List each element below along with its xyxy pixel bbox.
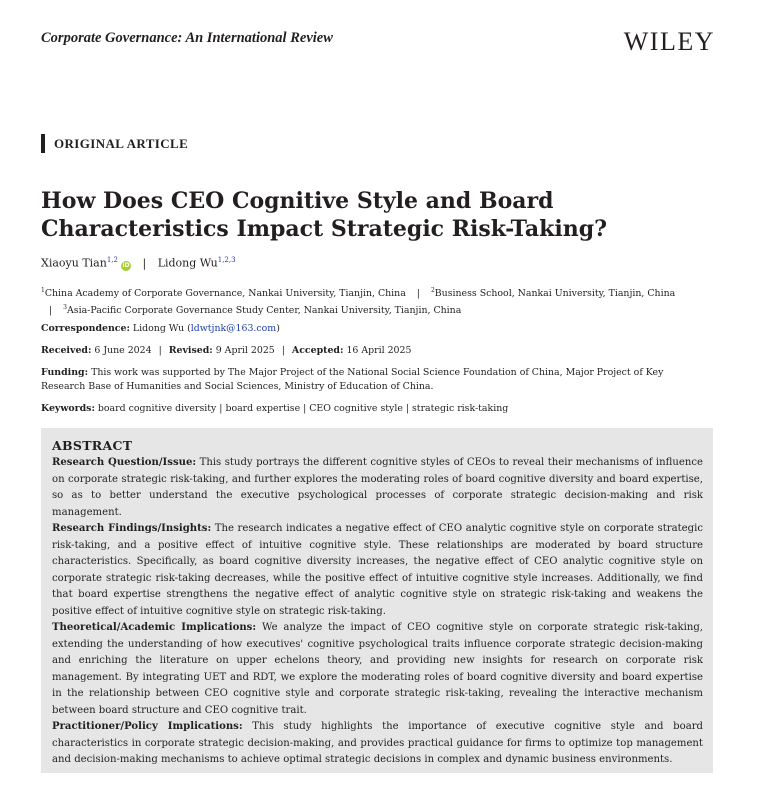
publisher-logo[interactable]: WILEY [623, 27, 715, 56]
abstract-section [52, 521, 703, 620]
keywords-text: board cognitive diversity | board expertise | CEO cognitive style | strategic risk-taking [97, 403, 509, 414]
received-label: Received: [41, 345, 92, 356]
revised-label: Revised: [168, 345, 213, 356]
funding-label: Funding: [41, 367, 89, 378]
abstract-section-label: Research Question/Issue: [52, 457, 197, 468]
correspondence-label: Correspondence: [41, 323, 130, 334]
received-date: 6 June 2024 [94, 345, 152, 356]
author-separator: | [142, 256, 147, 270]
affiliation-text: Business School, Nankai University, Tianjin, China [434, 288, 676, 300]
abstract-section [52, 719, 703, 769]
author-name[interactable]: Xiaoyu Tian [41, 256, 107, 270]
date-separator: | [281, 345, 285, 356]
author-name[interactable]: Lidong Wu [157, 256, 218, 270]
abstract-section-text: We analyze the impact of CEO cognitive style on corporate strategic risk-taking, extending the understanding of how executives' cognitive psychological traits influence corporate strategic decision-making and enriching the literature on upper echelons theory, and providing new insights for research on corporate risk management. By integrating UET and RDT, we explore the moderating roles of board cognitive diversity and board expertise in the relationship between CEO cognitive style and corporate strategic risk-taking, revealing the interactive mechanism between board structure and CEO cognitive trait. [52, 622, 704, 716]
revised-date: 9 April 2025 [215, 345, 275, 356]
date-separator: | [158, 345, 162, 356]
abstract-heading: ABSTRACT [52, 438, 133, 453]
article-dates [41, 345, 411, 356]
article-title: How Does CEO Cognitive Style and Board Characteristics Impact Strategic Risk-Taking? [41, 188, 607, 242]
abstract-section-text: This study highlights the importance of executive cognitive style and board characteristics in corporate strategic decision-making, and provides practical guidance for firms to optimize top management and decision-making mechanisms to achieve optimal strategic decisions in complex and dynamic business environments. [52, 721, 704, 765]
affiliations [41, 284, 691, 318]
affiliation-number: 3 [63, 304, 67, 312]
abstract-section-label: Practitioner/Policy Implications: [52, 721, 243, 732]
abstract-box [41, 428, 713, 773]
journal-title[interactable]: Corporate Governance: An International Review [41, 30, 333, 46]
correspondence-name: Lidong Wu ( [132, 323, 191, 334]
article-type-label: ORIGINAL ARTICLE [41, 134, 188, 153]
affiliation-separator: | [416, 288, 420, 300]
correspondence-close: ) [276, 323, 280, 334]
affiliation-number: 2 [430, 287, 435, 294]
correspondence-email-link[interactable]: ldwtjnk@163.com [190, 323, 277, 334]
correspondence [41, 323, 280, 334]
keywords-label: Keywords: [41, 403, 95, 414]
funding-text: This work was supported by The Major Project of the National Social Science Foundation of China, Major Project of Key Research Base of Humanities and Social Sciences, Ministry of Education of China. [41, 367, 664, 392]
accepted-label: Accepted: [291, 345, 344, 356]
abstract-section-label: Research Findings/Insights: [52, 523, 212, 534]
author-affiliation-ref[interactable]: 1,2,3 [217, 256, 236, 264]
abstract-section-label: Theoretical/Academic Implications: [52, 622, 257, 633]
accepted-date: 16 April 2025 [346, 345, 412, 356]
abstract-section-text: This study portrays the different cognitive styles of CEOs to reveal their mechanisms of influence on corporate strategic risk-taking, and further explores the moderating roles of board cognitive diversity and board expertise, so as to better understand the executive psychological processes of corporate strategic decision-making and risk management. [52, 457, 703, 518]
funding-statement [41, 366, 691, 394]
abstract-section [52, 455, 703, 521]
abstract-section [52, 620, 703, 719]
orcid-icon[interactable]: iD [122, 261, 130, 269]
affiliation-number: 1 [41, 287, 45, 294]
page-header [41, 28, 715, 58]
affiliation-text: China Academy of Corporate Governance, Nankai University, Tianjin, China [44, 288, 406, 300]
author-list [41, 256, 236, 271]
abstract-section-text: The research indicates a negative effect of CEO analytic cognitive style on corporate strategic risk-taking, and a positive effect of intuitive cognitive style. These relationships are moderated by board structure characteristics. Specifically, as board cognitive diversity increases, the negative effect of CEO analytic cognitive style on corporate strategic risk-taking decreases, while the positive effect of intuitive cognitive style increases. Additionally, we find that board expertise strengthens the negative effect of analytic cognitive style on strategic risk-taking and weakens the positive effect of intuitive cognitive style on strategic risk-taking. [52, 523, 703, 617]
affiliation-separator: | [49, 305, 53, 317]
affiliation-text: Asia-Pacific Corporate Governance Study Center, Nankai University, Tianjin, China [66, 305, 462, 317]
keywords [41, 403, 508, 414]
author-affiliation-ref[interactable]: 1,2 [106, 256, 118, 264]
